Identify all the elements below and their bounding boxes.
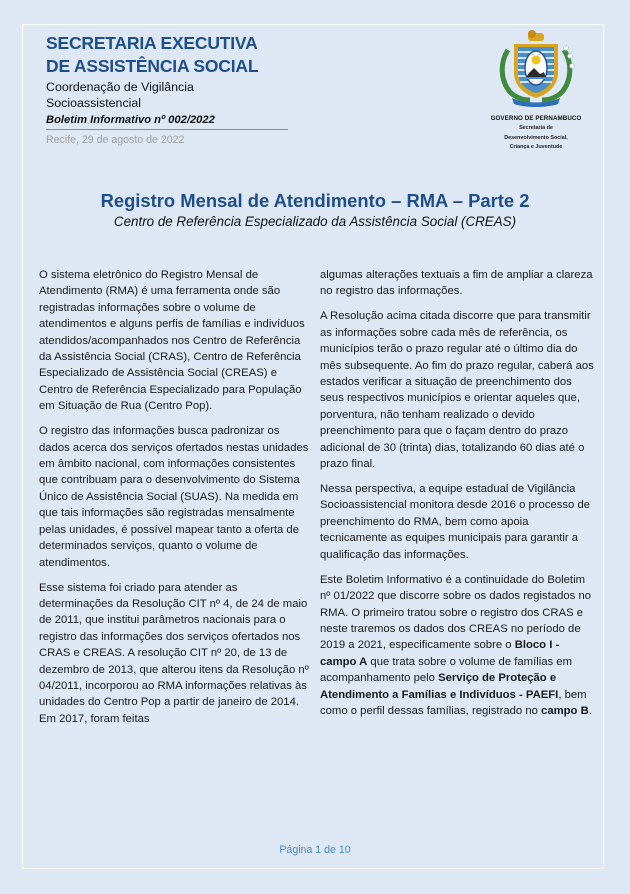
header — [46, 32, 291, 147]
paragraph: O registro das informações busca padronizar os dados acerca dos serviços ofertados nestas unidades em âmbito nacional, com informações consistentes que contribuam para o desenvolvimento do Sistema Único de Assistência Social (SUAS). Na medida em que tais informações são registradas mensalmente pelas unidades, é possível mapear tanto a oferta de determinados serviços, quanto o volume de atendimentos. — [39, 425, 309, 569]
paragraph: Nessa perspectiva, a equipe estadual de Vigilância Socioassistencial monitora desde 2016 o processo de preenchimento do RMA, bem como apoia tecnicamente as equipes municipais para garantir a qualificação das informações. — [320, 483, 591, 561]
document-title-block — [0, 189, 630, 231]
document-title: Registro Mensal de Atendimento – RMA – Parte 2 — [100, 190, 530, 211]
government-name: GOVERNO DE PERNAMBUCO — [490, 115, 582, 122]
paragraph: Esse sistema foi criado para atender as determinações da Resolução CIT nº 4, de 24 de maio de 2011, que institui parâmetros nacionais para o registro das informações dos serviços ofertados nos CRAS e CREAS. A resolução CIT nº 20, de 13 de dezembro de 2013, que alterou itens da Resolução nº 04/2011, incorporou ao RMA informações relativas às unidades do Centro Pop a partir de janeiro de 2014. Em 2017, foram feitas — [39, 581, 309, 725]
page-number: Página 1 de 10 — [279, 844, 351, 856]
header-title-line1: SECRETARIA EXECUTIVA — [46, 33, 258, 53]
header-subtitle: Coordenação de Vigilância Socioassistencial — [46, 80, 194, 110]
document-subtitle: Centro de Referência Especializado da Assistência Social (CREAS) — [113, 214, 517, 229]
government-logo — [488, 28, 584, 151]
bulletin-number: Boletim Informativo nº 002/2022 — [46, 114, 215, 126]
bold-term-bloco: Bloco I - campo A — [320, 639, 560, 668]
header-divider — [46, 129, 288, 130]
bold-term-paefi: Serviço de Proteção e Atendimento a Famílias e Indivíduos - PAEFI — [320, 672, 559, 701]
paragraph: O sistema eletrônico do Registro Mensal de Atendimento (RMA) é uma ferramenta onde são registradas informações sobre o volume de atendimentos e alguns perfis de famílias e indivíduos atendidos/acompanhados nos Centro de Referência da Assistência Social (CRAS), Centro de Referência Especializado de Assistência Social (CREAS) e Centro de Referência Especializado para População em Situação de Rua (Centro Pop). — [39, 269, 305, 413]
header-title-line2: DE ASSISTÊNCIA SOCIAL — [46, 56, 259, 76]
left-column — [39, 267, 311, 736]
secretariat-line1: Secretaria de — [519, 125, 553, 131]
text-run: Este Boletim Informativo é a continuidade do Boletim nº 01/2022 que discorre sobre os dados registados no RMA. O primeiro tratou sobre o registro dos CRAS e neste traremos os dados dos CREAS no período de 2019 a 2021, especificamente sobre o — [320, 573, 592, 652]
text-run: . — [588, 704, 592, 717]
bold-term-campo-b: campo B — [541, 704, 589, 717]
right-column — [320, 267, 595, 728]
paragraph-bulletin-scope — [320, 572, 595, 720]
secretariat-line3: Criança e Juventude — [509, 144, 563, 151]
secretariat-line2: Desenvolvimento Social, — [504, 134, 568, 141]
publication-date: Recife, 29 de agosto de 2022 — [46, 134, 185, 146]
paragraph: algumas alterações textuais a fim de ampliar a clareza no registro das informações. — [320, 269, 593, 298]
pernambuco-coat-of-arms-icon — [494, 28, 578, 112]
text-run: , bem como o perfil dessas famílias, registrado no — [320, 688, 587, 717]
text-run: que trata sobre o volume de famílias em acompanhamento pelo — [320, 655, 572, 685]
paragraph: A Resolução acima citada discorre que para transmitir as informações sobre cada mês de referência, os municípios terão o prazo regular até o último dia do mês subsequente. Ao fim do prazo regular, caberá aos estados verificar a situação de preenchimento dos seus respectivos municípios e orientar aqueles que, porventura, não tenham realizado o devido preenchimento para que o façam dentro do prazo adicional de 30 (trinta) dias, totalizando 60 dias até o prazo final. — [320, 310, 594, 471]
